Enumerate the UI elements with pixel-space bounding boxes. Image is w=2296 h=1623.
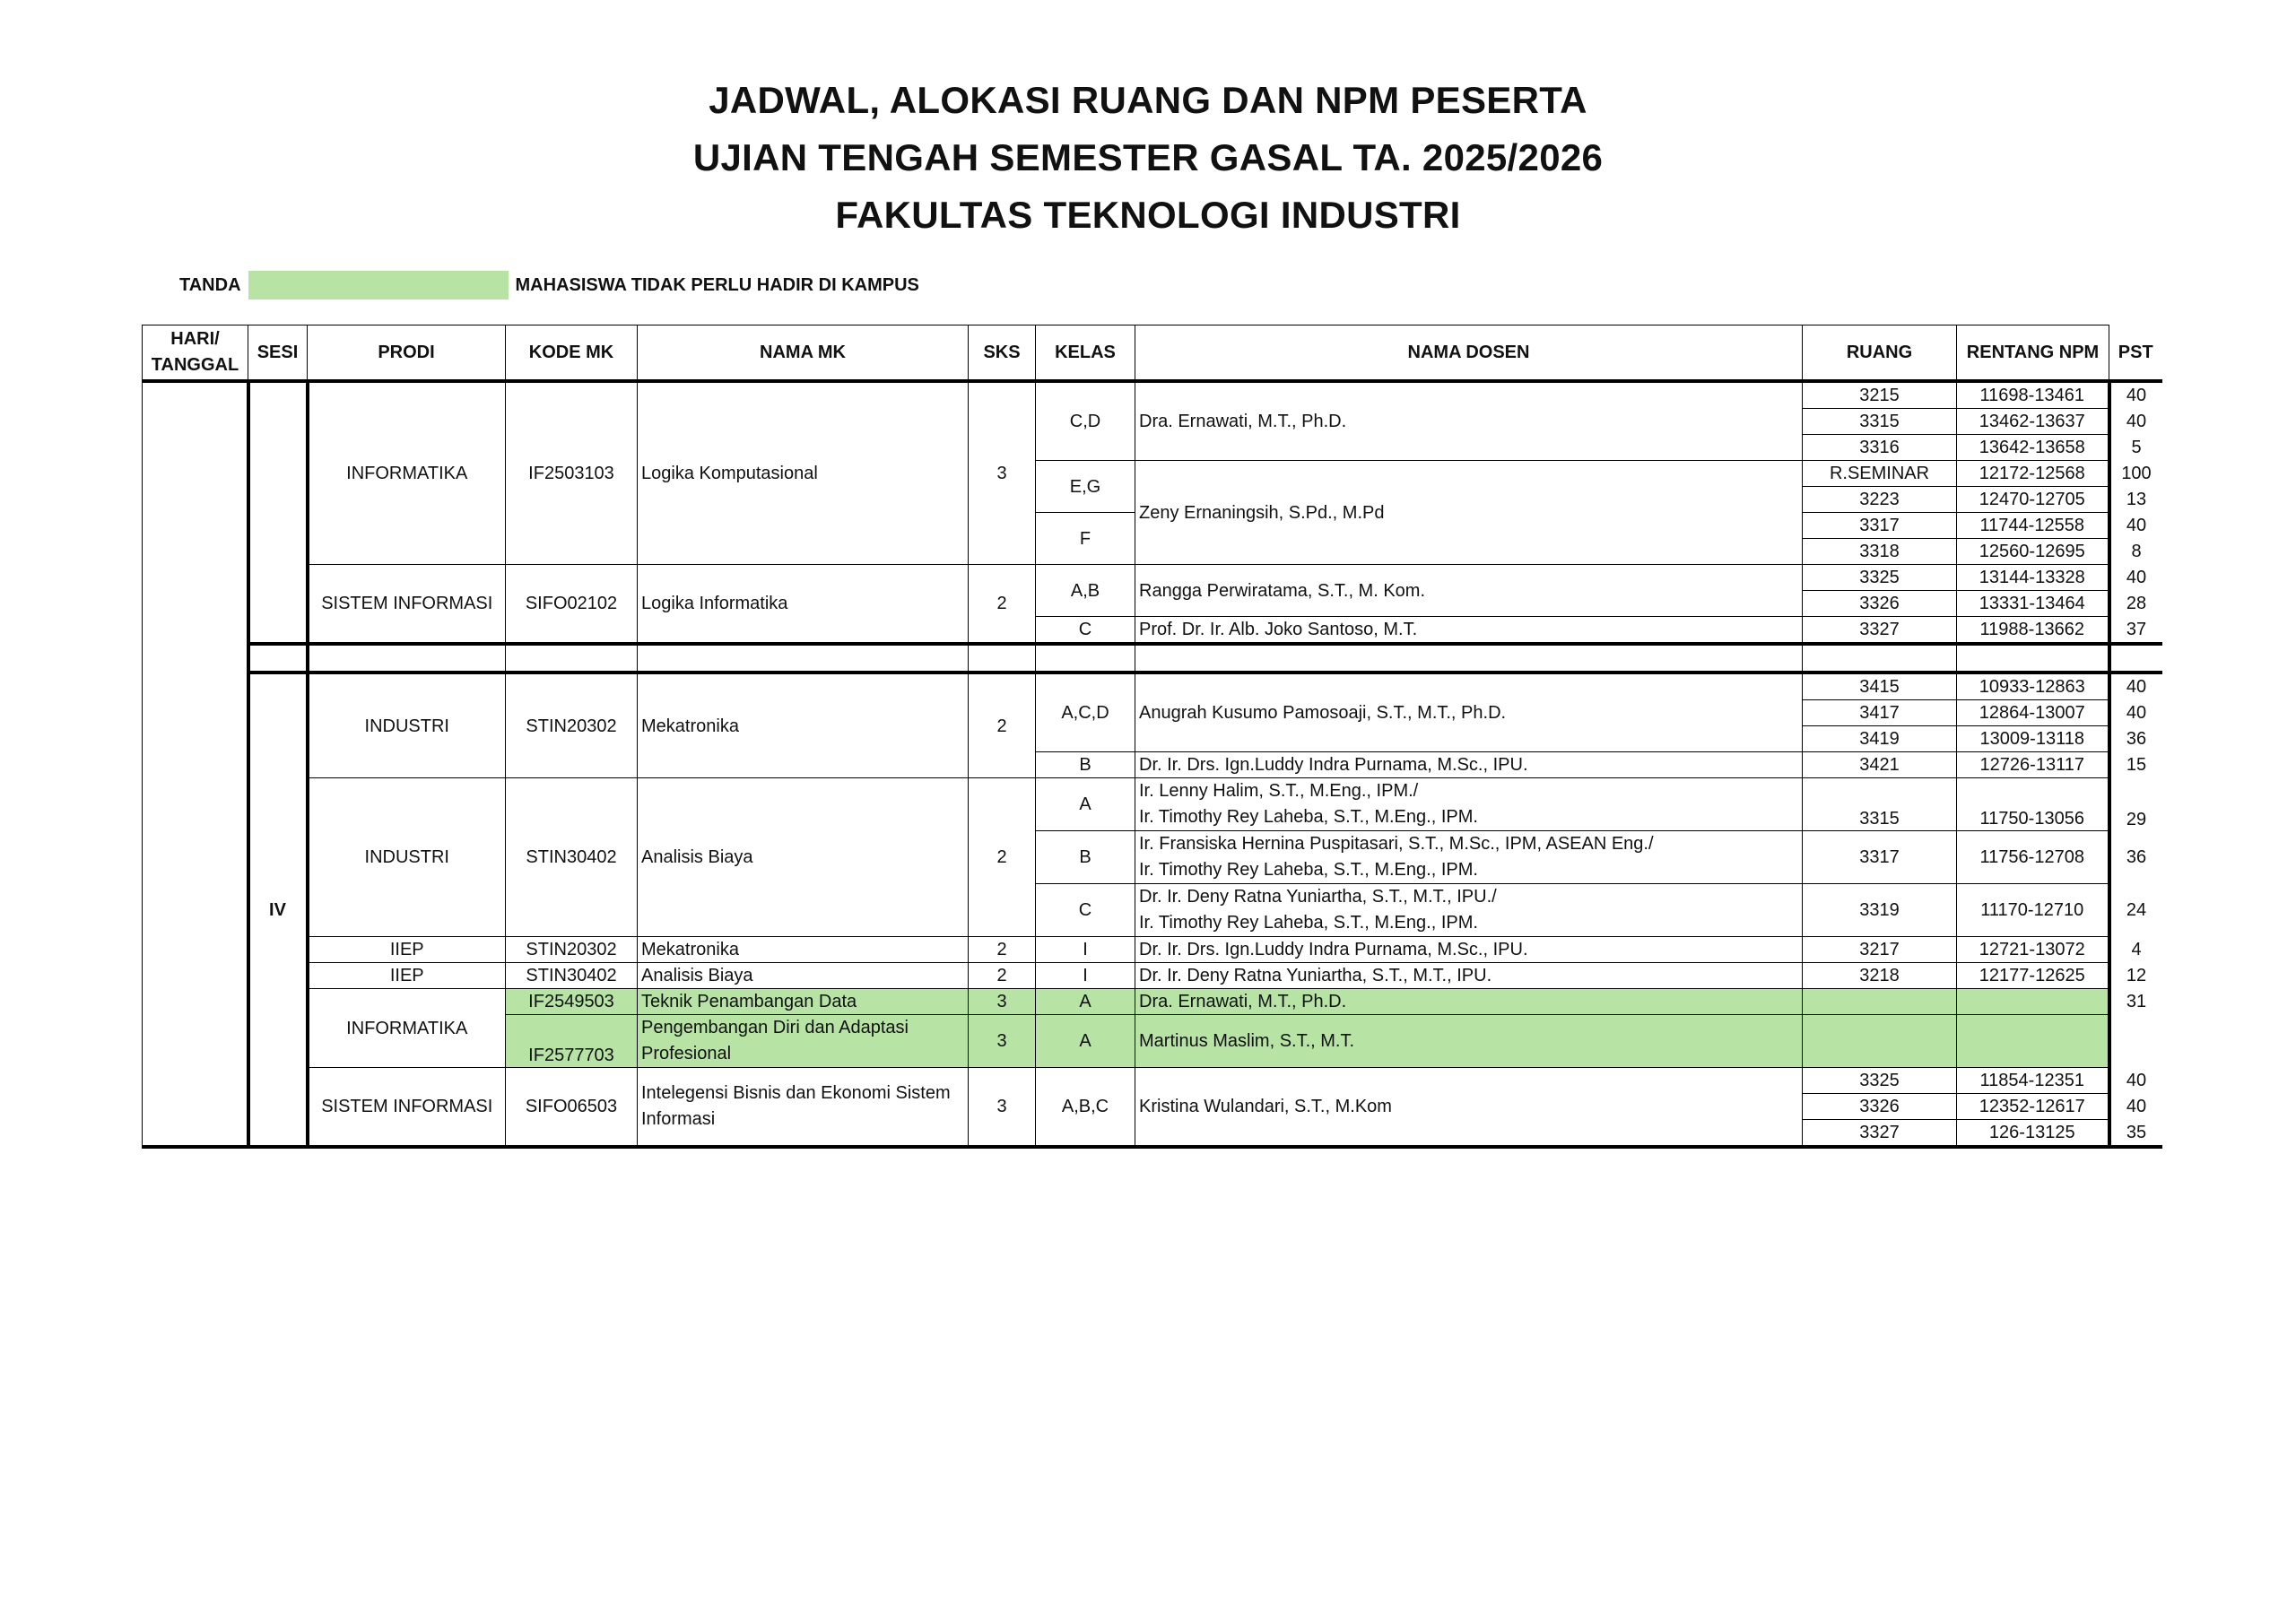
pst-cell: 40 [2126,516,2147,535]
ruang-cell [1803,989,1957,1015]
npm-cell: 10933-12863 [1957,673,2109,700]
kode-cell: IF2577703 [506,1015,638,1068]
ruang-cell: R.SEMINAR [1803,461,1957,487]
kelas-cell: A,B [1036,565,1135,617]
nama-mk-cell: Analisis Biaya [638,963,969,989]
npm-cell: 11854-12351 [1957,1068,2109,1094]
pst-cell: 36 [2126,847,2147,867]
sesi-cell-b: IV [248,673,308,1147]
dosen-cell: Dr. Ir. Drs. Ign.Luddy Indra Purnama, M.Sc., IPU. [1135,752,1803,778]
sks-cell: 2 [969,565,1036,645]
pst-cell: 8 [2131,542,2142,561]
header-ruang: RUANG [1803,325,1957,382]
npm-cell: 12470-12705 [1957,487,2109,513]
table-row [143,673,2162,700]
header-sesi: SESI [248,325,308,382]
legend-label: TANDA [179,274,241,295]
legend-text: MAHASISWA TIDAK PERLU HADIR DI KAMPUS [515,274,919,295]
dosen-cell: Prof. Dr. Ir. Alb. Joko Santoso, M.T. [1135,617,1803,645]
empty-cell [1803,644,1957,673]
dosen-cell: Dr. Ir. Deny Ratna Yuniartha, S.T., M.T., IPU. [1135,963,1803,989]
pst-cell: 4 [2131,940,2142,959]
npm-cell: 12560-12695 [1957,539,2109,565]
npm-cell: 13009-13118 [1957,726,2109,752]
npm-cell: 11750-13056 [1957,778,2109,831]
ruang-cell: 3318 [1803,539,1957,565]
pst-cell: 24 [2126,900,2147,920]
dosen-cell: Zeny Ernaningsih, S.Pd., M.Pd [1135,461,1803,565]
kelas-cell: C [1036,617,1135,645]
dosen-cell: Dra. Ernawati, M.T., Ph.D. [1135,989,1803,1015]
pst-cell: 40 [2126,677,2147,698]
dosen-cell [1135,778,1803,831]
ruang-cell: 3421 [1803,752,1957,778]
header-dosen: NAMA DOSEN [1135,325,1803,382]
kelas-cell: A,B,C [1036,1068,1135,1148]
npm-cell: 11170-12710 [1957,884,2109,937]
legend-swatch [248,271,509,299]
pst-cell: 40 [2126,703,2147,723]
kode-cell: STIN20302 [506,937,638,963]
pst-cell: 40 [2126,1097,2147,1116]
pst-cell: 28 [2126,594,2147,613]
empty-cell [248,644,308,673]
npm-cell: 12721-13072 [1957,937,2109,963]
header-row [143,325,2162,382]
header-prodi: PRODI [308,325,506,382]
ruang-cell: 3326 [1803,591,1957,617]
kelas-cell: C,D [1036,381,1135,461]
kelas-cell: F [1036,513,1135,565]
pst-cell: 29 [2126,809,2147,829]
kelas-cell: A [1036,778,1135,831]
kode-cell: IF2549503 [506,989,638,1015]
npm-cell [1957,989,2109,1015]
empty-cell [2109,644,2162,673]
prodi-cell: INDUSTRI [308,673,506,778]
kode-cell: STIN30402 [506,778,638,937]
sks-cell: 3 [969,1068,1036,1148]
kode-cell: IF2503103 [506,381,638,565]
nama-mk-cell: Logika Komputasional [638,381,969,565]
ruang-cell: 3315 [1803,409,1957,435]
ruang-cell: 3419 [1803,726,1957,752]
npm-cell: 13144-13328 [1957,565,2109,591]
header-kode: KODE MK [506,325,638,382]
pst-cell: 31 [2126,992,2147,1011]
empty-cell [1957,644,2109,673]
header-pst: PST [2118,342,2153,362]
ruang-cell: 3315 [1803,778,1957,831]
nama-mk-cell: Pengembangan Diri dan Adaptasi Profesional [638,1015,969,1068]
npm-cell: 126-13125 [1957,1120,2109,1148]
sesi-cell-a [248,381,308,644]
header-hari: HARI/ TANGGAL [143,325,248,382]
sks-cell: 2 [969,673,1036,778]
header-npm: RENTANG NPM [1957,325,2109,382]
pst-cell: 5 [2131,438,2142,457]
npm-cell: 11988-13662 [1957,617,2109,645]
hari-cell [143,381,248,1147]
legend [179,271,919,299]
nama-mk-cell: Intelegensi Bisnis dan Ekonomi Sistem Informasi [638,1068,969,1148]
npm-cell: 11756-12708 [1957,831,2109,884]
ruang-cell: 3327 [1803,617,1957,645]
ruang-cell: 3415 [1803,673,1957,700]
prodi-cell: IIEP [308,963,506,989]
table-row [143,989,2162,1015]
header-kelas: KELAS [1036,325,1135,382]
npm-cell: 13462-13637 [1957,409,2109,435]
dosen-cell [1135,884,1803,937]
npm-cell: 12177-12625 [1957,963,2109,989]
npm-cell: 12352-12617 [1957,1094,2109,1120]
empty-cell [1036,644,1135,673]
npm-cell: 11698-13461 [1957,381,2109,409]
empty-cell [1135,644,1803,673]
ruang-cell: 3417 [1803,700,1957,726]
npm-cell: 12726-13117 [1957,752,2109,778]
empty-cell [506,644,638,673]
empty-cell [969,644,1036,673]
kelas-cell: A [1036,989,1135,1015]
dosen-cell: Martinus Maslim, S.T., M.T. [1135,1015,1803,1068]
pst-cell: 40 [2126,412,2147,431]
ruang-cell: 3316 [1803,435,1957,461]
sks-cell: 2 [969,778,1036,937]
prodi-cell: INDUSTRI [308,778,506,937]
dosen-line-2: Ir. Timothy Rey Laheba, S.T., M.Eng., IPM. [1139,860,1478,880]
title-line-2: UJIAN TENGAH SEMESTER GASAL TA. 2025/2026 [692,136,1604,178]
sks-cell: 3 [969,381,1036,565]
ruang-cell [1803,1015,1957,1068]
npm-cell: 13642-13658 [1957,435,2109,461]
kode-cell: STIN30402 [506,963,638,989]
npm-cell: 13331-13464 [1957,591,2109,617]
nama-mk-cell: Mekatronika [638,937,969,963]
title-line-3: FAKULTAS TEKNOLOGI INDUSTRI [835,194,1461,236]
kelas-cell: E,G [1036,461,1135,513]
pst-cell: 35 [2126,1122,2147,1142]
kelas-cell: A,C,D [1036,673,1135,752]
pst-cell: 40 [2126,1071,2147,1090]
pst-cell: 36 [2126,729,2147,749]
sks-cell: 3 [969,989,1036,1015]
sks-cell: 2 [969,963,1036,989]
pst-cell: 100 [2121,464,2152,483]
kelas-cell: C [1036,884,1135,937]
sks-cell: 2 [969,937,1036,963]
dosen-cell: Rangga Perwiratama, S.T., M. Kom. [1135,565,1803,617]
empty-cell [308,644,506,673]
dosen-cell [1135,831,1803,884]
table-row [143,937,2162,963]
title-line-1: JADWAL, ALOKASI RUANG DAN NPM PESERTA [709,79,1587,121]
npm-cell: 12864-13007 [1957,700,2109,726]
empty-cell [638,644,969,673]
table-row [143,778,2162,831]
separator-row [143,644,2162,673]
table-row [143,1068,2162,1094]
pst-cell: 12 [2126,966,2147,985]
pst-cell [2109,1015,2162,1068]
kelas-cell: I [1036,937,1135,963]
npm-cell [1957,1015,2109,1068]
nama-mk-cell: Mekatronika [638,673,969,778]
schedule-table [142,325,2162,1149]
pst-cell: 40 [2126,386,2147,406]
dosen-line-1: Dr. Ir. Deny Ratna Yuniartha, S.T., M.T., IPU./ [1139,887,1497,907]
ruang-cell: 3218 [1803,963,1957,989]
nama-mk-cell: Analisis Biaya [638,778,969,937]
dosen-line-1: Ir. Lenny Halim, S.T., M.Eng., IPM./ [1139,781,1419,801]
ruang-cell: 3326 [1803,1094,1957,1120]
sks-cell: 3 [969,1015,1036,1068]
ruang-cell: 3327 [1803,1120,1957,1148]
dosen-cell: Kristina Wulandari, S.T., M.Kom [1135,1068,1803,1148]
ruang-cell: 3325 [1803,1068,1957,1094]
pst-cell: 13 [2126,490,2147,509]
kelas-cell: B [1036,752,1135,778]
dosen-cell: Dr. Ir. Drs. Ign.Luddy Indra Purnama, M.Sc., IPU. [1135,937,1803,963]
kode-cell: SIFO02102 [506,565,638,645]
header-nama-mk: NAMA MK [638,325,969,382]
ruang-cell: 3317 [1803,831,1957,884]
ruang-cell: 3217 [1803,937,1957,963]
dosen-line-2: Ir. Timothy Rey Laheba, S.T., M.Eng., IPM. [1139,913,1478,933]
prodi-cell: IIEP [308,937,506,963]
dosen-line-1: Ir. Fransiska Hernina Puspitasari, S.T., M.Sc., IPM, ASEAN Eng./ [1139,834,1654,854]
pst-cell: 40 [2126,568,2147,587]
nama-mk-cell: Teknik Penambangan Data [638,989,969,1015]
kelas-cell: B [1036,831,1135,884]
table-row [143,381,2162,409]
table-row [143,963,2162,989]
npm-cell: 11744-12558 [1957,513,2109,539]
npm-cell: 12172-12568 [1957,461,2109,487]
dosen-cell: Anugrah Kusumo Pamosoaji, S.T., M.T., Ph.D. [1135,673,1803,752]
dosen-line-2: Ir. Timothy Rey Laheba, S.T., M.Eng., IPM. [1139,807,1478,827]
nama-mk-cell: Logika Informatika [638,565,969,645]
ruang-cell: 3319 [1803,884,1957,937]
table-row [143,565,2162,591]
prodi-cell: SISTEM INFORMASI [308,1068,506,1148]
ruang-cell: 3317 [1803,513,1957,539]
prodi-cell: INFORMATIKA [308,381,506,565]
kode-cell: STIN20302 [506,673,638,778]
kelas-cell: I [1036,963,1135,989]
kelas-cell: A [1036,1015,1135,1068]
ruang-cell: 3325 [1803,565,1957,591]
prodi-cell: INFORMATIKA [308,989,506,1068]
ruang-cell: 3215 [1803,381,1957,409]
pst-cell: 37 [2126,619,2147,639]
dosen-cell: Dra. Ernawati, M.T., Ph.D. [1135,381,1803,461]
kode-cell: SIFO06503 [506,1068,638,1148]
ruang-cell: 3223 [1803,487,1957,513]
header-sks: SKS [969,325,1036,382]
pst-cell: 15 [2126,755,2147,775]
prodi-cell: SISTEM INFORMASI [308,565,506,645]
